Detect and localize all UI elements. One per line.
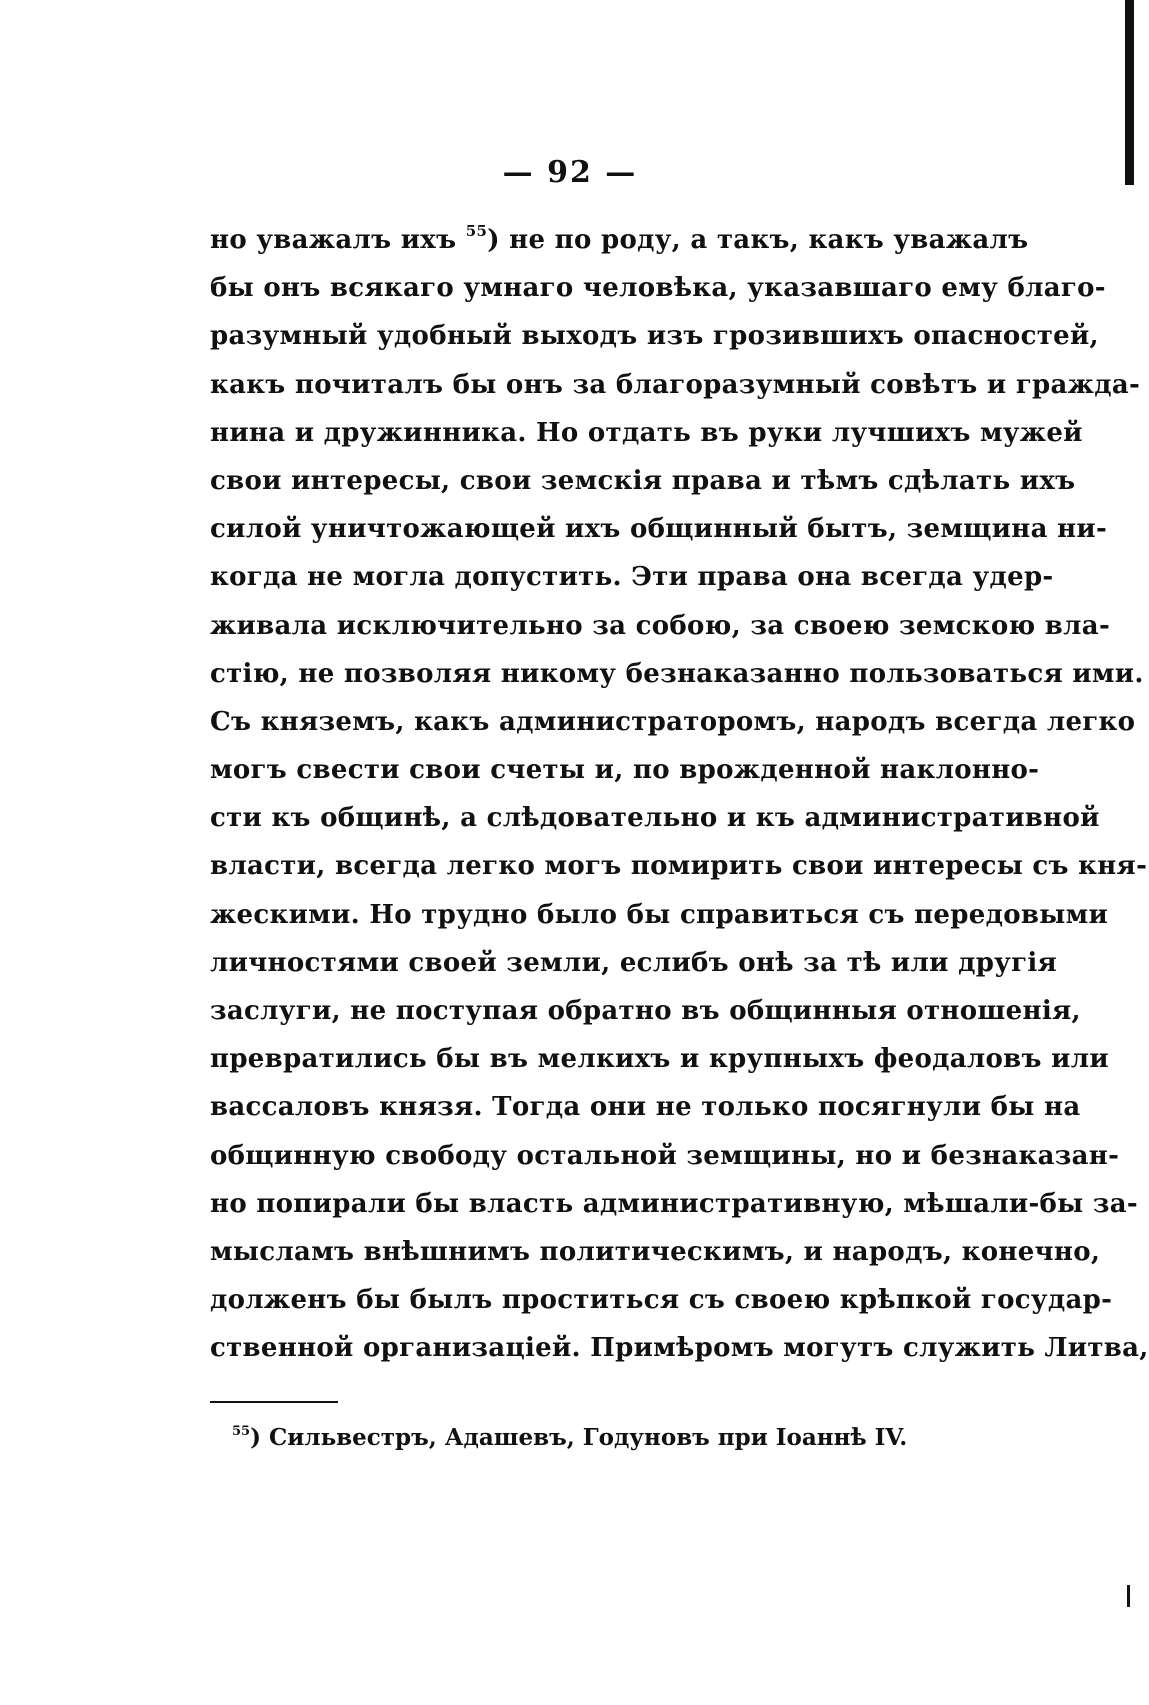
text-line-1: но уважалъ ихъ $^{55}$) не по роду, а такъ, какъ уважалъ bbox=[210, 222, 1029, 255]
text-line-22: мысламъ внѣшнимъ политическимъ, и народъ, конечно, bbox=[210, 1236, 1101, 1267]
text-line-20: общинную свободу остальной земщины, но и безнаказан- bbox=[210, 1140, 1120, 1171]
text-line-5: нина и дружинника. Но отдать въ руки лучшихъ мужей bbox=[210, 417, 1083, 448]
text-line-3: разумный удобный выходъ изъ грозившихъ опасностей, bbox=[210, 321, 1099, 352]
text-line-10: стію, не позволяя никому безнаказанно пользоваться ими. bbox=[210, 658, 1144, 689]
text-line-8: когда не могла допустить. Эти права она всегда удер- bbox=[210, 562, 1054, 593]
page-number: — 92 — bbox=[502, 155, 638, 190]
footnote-text: ) Сильвестръ, Адашевъ, Годуновъ при Іоаннѣ IV. bbox=[250, 1424, 908, 1451]
text-line-19: вассаловъ князя. Тогда они не только посягнули бы на bbox=[210, 1092, 1081, 1123]
footnote bbox=[232, 1418, 907, 1458]
text-line-17: заслуги, не поступая обратно въ общинныя отношенія, bbox=[210, 996, 1081, 1026]
scan-edge-mark-lower bbox=[1127, 1585, 1130, 1607]
text-line-24: ственной организаціей. Примѣромъ могутъ служить Литва, bbox=[210, 1333, 1149, 1364]
text-line-13: сти къ общинѣ, а слѣдовательно и къ административной bbox=[210, 803, 1100, 834]
footnote-divider bbox=[210, 1401, 338, 1403]
text-line-4: какъ почиталъ бы онъ за благоразумный совѣтъ и гражда- bbox=[210, 369, 1141, 400]
text-line-14: власти, всегда легко могъ помирить свои интересы съ кня- bbox=[210, 851, 1148, 882]
text-line-16: личностями своей земли, еслибъ онѣ за тѣ или другія bbox=[210, 947, 1058, 978]
text-line-2: бы онъ всякаго умнаго человѣка, указавшаго ему благо- bbox=[210, 273, 1106, 304]
footnote-reference: 55 bbox=[465, 222, 488, 240]
text-line-6: свои интересы, свои земскія права и тѣмъ сдѣлать ихъ bbox=[210, 465, 1076, 496]
text-line-18: превратились бы въ мелкихъ и крупныхъ феодаловъ или bbox=[210, 1044, 1109, 1075]
text-line-23: долженъ бы былъ проститься съ своею крѣпкой государ- bbox=[210, 1285, 1113, 1316]
body-text bbox=[210, 216, 1149, 1373]
text-line-15: жескими. Но трудно было бы справиться съ передовыми bbox=[210, 899, 1109, 930]
text-line-9: живала исключительно за собою, за своею земскою вла- bbox=[210, 610, 1111, 641]
text-line-21: но попирали бы власть административную, мѣшали-бы за- bbox=[210, 1188, 1139, 1219]
text-line-7: силой уничтожающей ихъ общинный бытъ, земщина ни- bbox=[210, 514, 1108, 545]
footnote-number: 55 bbox=[232, 1424, 251, 1439]
text-line-12: могъ свести свои счеты и, по врожденной наклонно- bbox=[210, 755, 1040, 786]
text-line-11: Съ княземъ, какъ администраторомъ, народъ всегда легко bbox=[210, 706, 1136, 737]
